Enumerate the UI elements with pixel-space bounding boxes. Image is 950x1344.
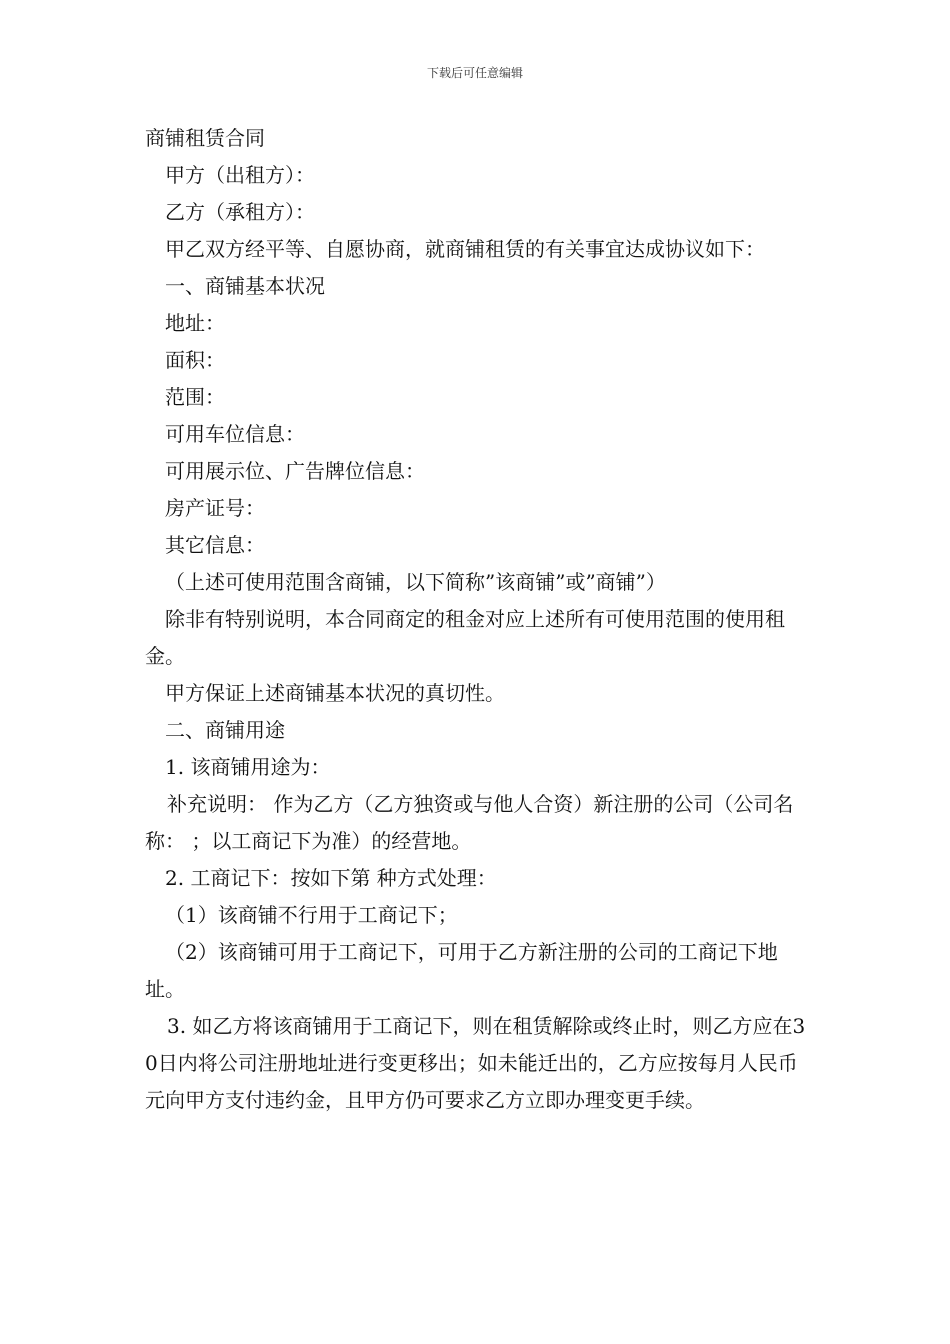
party-b-line: 乙方（承租方）： [165,200,315,224]
party-a-line: 甲方（出租方）： [165,163,315,187]
section-heading-1: 一、商铺基本状况 [165,274,325,298]
clause-2-3: 3. 如乙方将该商铺用于工商记下，则在租赁解除或终止时，则乙方应在30日内将公司注册地址进行变更移出；如未能迁出的，乙方应按每月人民币 元向甲方支付违约金，且甲方仍可要求乙方立即办理变更手续。 [145,1014,806,1112]
option-2: （2）该商铺可用于工商记下，可用于乙方新注册的公司的工商记下地址。 [145,940,778,1001]
warranty-clause: 甲方保证上述商铺基本状况的真切性。 [165,681,505,705]
field-scope: 范围： [165,385,225,409]
field-area: 面积： [165,348,225,372]
clause-2-2: 2. 工商记下：按如下第 种方式处理： [165,866,497,890]
header-note: 下载后可任意编辑 [426,66,523,80]
field-other-info: 其它信息： [165,533,265,557]
field-display-billboard: 可用展示位、广告牌位信息： [165,459,425,483]
section-heading-2: 二、商铺用途 [165,718,285,742]
field-address: 地址： [165,311,225,335]
option-1: （1）该商铺不行用于工商记下； [165,903,458,927]
rent-coverage-clause: 除非有特别说明，本合同商定的租金对应上述所有可使用范围的使用租金。 [145,607,785,668]
clause-2-1: 1. 该商铺用途为： [165,755,331,779]
field-parking: 可用车位信息： [165,422,305,446]
agreement-intro: 甲乙双方经平等、自愿协商，就商铺租赁的有关事宜达成协议如下： [165,237,765,261]
scope-note: （上述可使用范围含商铺，以下简称”该商铺”或”商铺”） [165,570,666,594]
document-body [145,120,810,1119]
document-title: 商铺租赁合同 [145,126,265,150]
supplementary-note: 补充说明： 作为乙方（乙方独资或与他人合资）新注册的公司（公司名称： ；以工商记下为准）的经营地。 [145,792,794,853]
field-property-cert: 房产证号： [165,496,265,520]
